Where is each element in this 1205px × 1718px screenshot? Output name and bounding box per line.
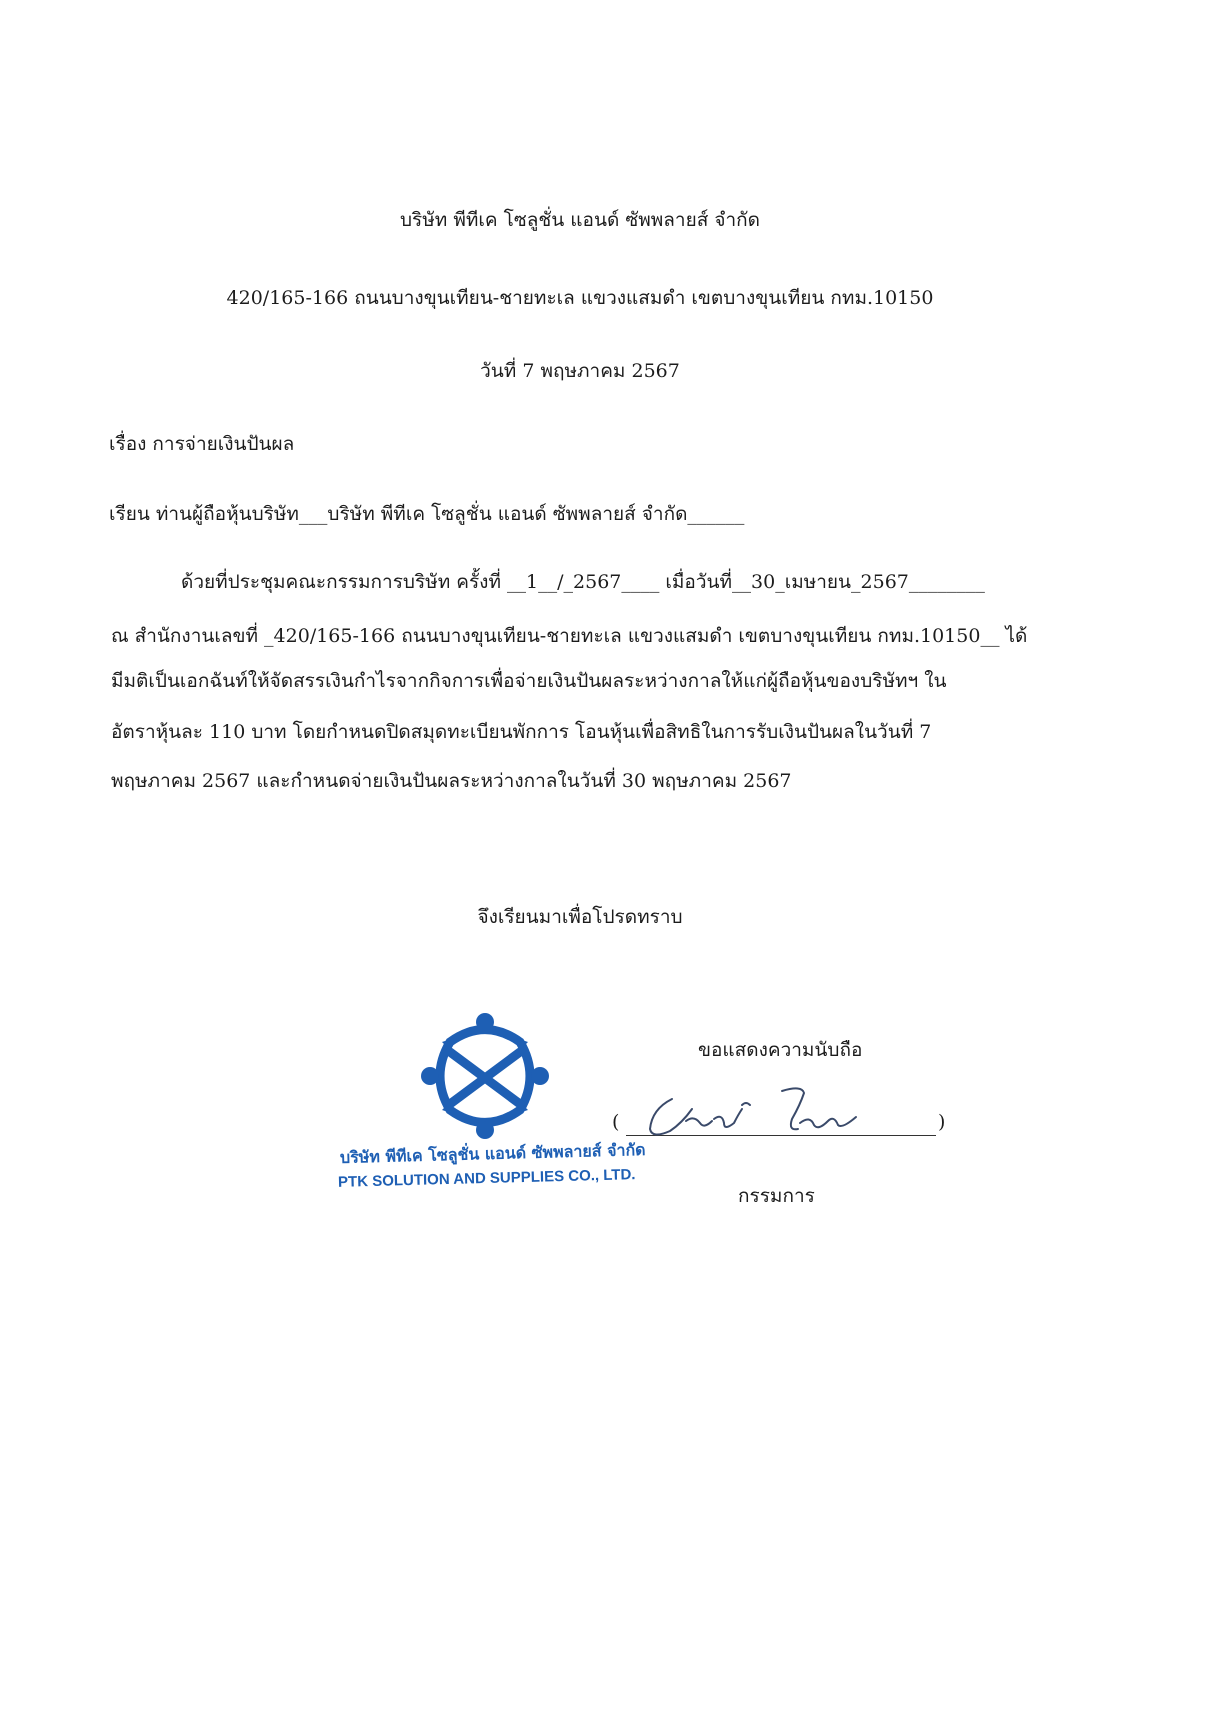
handwritten-signature [642,1079,892,1149]
body-line-5: พฤษภาคม 2567 และกำหนดจ่ายเงินปันผลระหว่างกาลในวันที่ 30 พฤษภาคม 2567 [111,770,792,792]
stamp-company-name-thai: บริษัท พีทีเค โซลูชั่น แอนด์ ซัพพลายส์ จำกัด [339,1140,646,1167]
signature-paren-close: ) [938,1111,946,1133]
company-stamp [334,1012,654,1192]
body-line-3: มีมติเป็นเอกฉันท์ให้จัดสรรเงินกำไรจากกิจการเพื่อจ่ายเงินปันผลระหว่างกาลให้แก่ผู้ถือหุ้นของบริษัทฯ ใน [111,670,947,692]
signature-block [612,1035,952,1207]
company-address: 420/165-166 ถนนบางขุนเทียน-ชายทะเล แขวงแสมดำ เขตบางขุนเทียน กทม.10150 [226,287,934,309]
closing-request: จึงเรียนมาเพื่อโปรดทราบ [477,906,683,928]
body-line-1: ด้วยที่ประชุมคณะกรรมการบริษัท ครั้งที่ __1__/_2567____ เมื่อวันที่__30_เมษายน_2567________ [181,571,985,593]
signature-paren-open: ( [612,1111,620,1133]
closing-salutation: ขอแสดงความนับถือ [698,1039,863,1061]
signatory-position: กรรมการ [738,1185,815,1207]
company-logo-icon [420,1012,550,1140]
subject-line: เรื่อง การจ่ายเงินปันผล [109,433,295,455]
letter-date: วันที่ 7 พฤษภาคม 2567 [480,360,680,382]
body-line-4: อัตราหุ้นละ 110 บาท โดยกำหนดปิดสมุดทะเบียนพักการ โอนหุ้นเพื่อสิทธิในการรับเงินปันผลในวันที่ 7 [111,721,932,743]
stamp-company-name-english: PTK SOLUTION AND SUPPLIES CO., LTD. [337,1166,636,1191]
recipient-line: เรียน ท่านผู้ถือหุ้นบริษัท___บริษัท พีทีเค โซลูชั่น แอนด์ ซัพพลายส์ จำกัด______ [109,503,745,525]
company-name-heading: บริษัท พีทีเค โซลูชั่น แอนด์ ซัพพลายส์ จำกัด [399,209,760,231]
body-line-2: ณ สำนักงานเลขที่ _420/165-166 ถนนบางขุนเทียน-ชายทะเล แขวงแสมดำ เขตบางขุนเทียน กทม.10150__ ได้ [111,625,1028,647]
